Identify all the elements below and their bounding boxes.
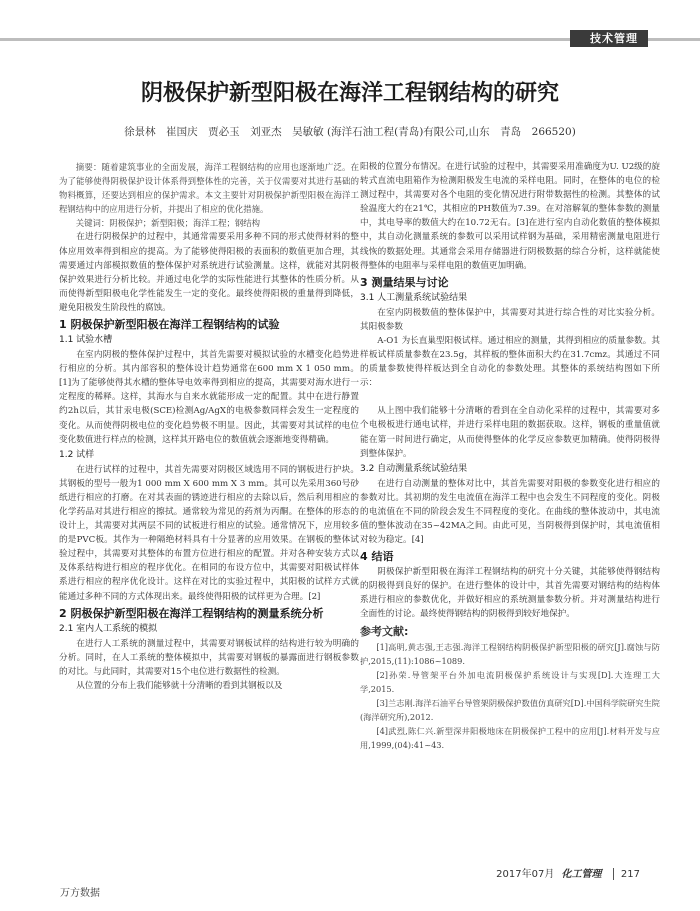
subsection-heading-1-2: 1.2 试样 bbox=[59, 449, 95, 460]
reference-item: [2]孙荣.导管架平台外加电流阴极保护系统设计与实现[D].大连理工大学,2015. bbox=[360, 669, 660, 694]
section-heading-2: 2 阴极保护新型阳极在海洋工程钢结构的测量系统分析 bbox=[59, 606, 324, 620]
right-column bbox=[360, 160, 660, 752]
article-title: 阴极保护新型阳极在海洋工程钢结构的研究 bbox=[140, 81, 559, 106]
page-number: 217 bbox=[620, 869, 640, 880]
footer-divider bbox=[613, 868, 614, 880]
author-line: 徐景林 崔国庆 贾必玉 刘亚杰 吴敏敏 (海洋石油工程(青岛)有限公司,山东 青岛 266520) bbox=[124, 126, 576, 138]
reference-item: [1]高明,黄志强,王志强.海洋工程钢结构阴极保护新型阳极的研究[J].腐蚀与防护,2015,(11):1086~1089. bbox=[360, 641, 660, 666]
references-heading: 参考文献: bbox=[360, 624, 409, 638]
keywords: 关键词：阴极保护；新型阳极；海洋工程；钢结构 bbox=[75, 218, 261, 229]
paragraph-2-2: 从位置的分布上我们能够就十分清晰的看到其钢板以及 bbox=[76, 680, 283, 691]
page-footer bbox=[496, 865, 640, 880]
subsection-heading-2-1: 2.1 室内人工系统的模拟 bbox=[59, 623, 158, 634]
issue-date: 2017年07月 bbox=[496, 869, 555, 880]
left-column bbox=[59, 160, 359, 693]
paragraph-1-1: 在室内阴极的整体保护过程中，其首先需要对模拟试验的水槽变化趋势进行相应的分析。其内部容积的整体设计趋势通常在600 mm X 1 050 mm。[1]为了能够使得其水槽的整体导电效率得到相应的提高，其需要对海水进行一定程度的稀释。这样，其海水与自来水就能形成一定的配置。其中在进行静置约2h以后，其甘汞电极(SCE)检测Ag/AgX的电极参数同样会发生一定程度的变化。从而使得阴极电位的变化趋势极不明显。因此，其需要对其试样的电位变化数值进行样点的检测，这样其开路电位的数值就会逐渐地变得精确。 bbox=[59, 350, 359, 445]
journal-name: 化工管理 bbox=[561, 869, 602, 880]
paragraph-1-2: 在进行试样的过程中，其首先需要对阴极区域选用不同的钢板进行护块。其钢板的型号一般为1 000 mm X 600 mm X 3 mm。其可以先采用360号砂纸进行相应的打磨。在对其表面的锈迹进行相应的去除以后，然后利用相应的化学药品对其进行相应的擦拭。通常较为常见的药剂为丙酮。在整体的形态的设计上，其需要对其两层不同的试板进行相应的试验。通常情况下，应用较多的是PVC板。其作为一种隔绝材料具有十分显著的应用效果。在钢板的整体试验过程中，其需要对其整体的布置方位进行相应的配置。并对各种安装方式以及体系结构进行相应的程序优化。在相同的布设方位中，其需要对阳极试样体系进行相应的程序优化设计。这样在对比的实验过程中，其阳极的试样方式就能通过多种不同的方式体现出来。最终使得阳极的试样更为合理。[2] bbox=[59, 464, 359, 602]
paragraph-3-1b: A-O1 为长直巢型阳极试样。通过相应的测量，其得到相应的质量参数。其样板试样质量参数在23.5g，其样板的整体面积大约在31.7cmz。其通过不同的质量参数使得样板达到全自动化的参数处理。其整体的系统结构图如下所示： bbox=[360, 335, 660, 389]
page-header bbox=[0, 30, 700, 48]
section-heading-1: 1 阴极保护新型阳极在海洋工程钢结构的试验 bbox=[59, 318, 280, 332]
paragraph-3-1c: 从上图中我们能够十分清晰的看到在全自动化采样的过程中，其需要对多个电极板进行通电试样，并进行采样电阻的数据获取。这样，钢板的重量值就能在第一时间进行确定，从而使得整体的化学反应参数更加精确。使得阴极得到整体保护。 bbox=[360, 406, 660, 459]
reference-item: [4]武烈,陈仁兴.新型深井阳极地床在阴极保护工程中的应用[J].材料开发与应用,1999,(04):41~43. bbox=[360, 726, 660, 751]
subsection-heading-3-1: 3.1 人工测量系统试验结果 bbox=[360, 292, 468, 303]
section-tag: 技术管理 bbox=[570, 30, 648, 47]
paragraph-2-1: 在进行人工系统的测量过程中，其需要对钢板试样的结构进行较为明确的分析。同时，在人工系统的整体模拟中，其需要对钢板的暴露面进行钢板参数的对比。与此同时，其需要对15个电位进行数据性的检测。 bbox=[59, 638, 359, 677]
subsection-heading-3-2: 3.2 自动测量系统试验结果 bbox=[360, 463, 468, 474]
paragraph-continued: 阳极的位置分布情况。在进行试验的过程中，其需要采用准确度为U. U2级的旋转式直流电阻箱作为检测阳极发生电流的采样电阻。同时，在整体的电位的检测过程中，其需要对各个电阻的变化情况进行附带数据性的检测。其整体的试验温度大约在21℃，其相应的PH数值为7.39。在对溶解氧的整体参数的测量中，其电导率的数值大约在10.72无右。[3]在进行室内自动化数值的整体模拟中，其自动化测量系统的参数可以采用试样钢为基础，采用精密测量电阻进行线恢的数据处理。其通常会采用存储器进行阴极数据的综合分析，这样就能使得整体的电阻率与采样电阻的数值更加明确。 bbox=[360, 162, 660, 271]
section-heading-4: 4 结语 bbox=[360, 550, 394, 564]
intro-paragraph: 在进行阴极保护的过程中，其通常需要采用多种不同的形式使得材料的整体应用效率得到相应的提高。为了能够使得阳极的表面积的数值更加合理，其需要通过内部模拟数值的整体保护对系统进行试验测量。这样，就能对其阴极保护效果进行分析比较。并通过电化学的实际性能进行其整体的性质分析。从而使得新型阳极电化学性能发生一定的变化。最终使得阳极的重量得到降低，避免阳极发生阶段性的腐蚀。 bbox=[59, 232, 359, 313]
paragraph-3-1a: 在室内阴极数值的整体保护中，其需要对其进行综合性的对比实验分析。其阳极参数 bbox=[360, 307, 660, 332]
paragraph-3-2: 在进行自动测量的整体对比中，其首先需要对阳极的参数变化进行相应的参数对比。其初期的发生电流值在海洋工程中也会发生不同程度的变化。阴极的电流值在不同的阶段会发生不同程度的变化。在曲线的整体波动中，其电流值的整体波动在35~42MA之间。由此可见，当阴极得到保护时，其电流值相对较为稳定。[4] bbox=[360, 478, 660, 546]
reference-item: [3]兰志刚.海洋石油平台导管架阴极保护数值仿真研究[D].中国科学院研究生院(海洋研究所),2012. bbox=[360, 698, 660, 723]
section-heading-3: 3 测量结果与讨论 bbox=[360, 275, 449, 289]
figure-gap bbox=[360, 390, 660, 404]
paragraph-4: 阴极保护新型阳极在海洋工程钢结构的研究十分关键，其能够使得钢结构的阴极得到良好的保护。在进行整体的设计中，其首先需要对钢结构的结构体系进行相应的参数优化，并做好相应的系统测量参数分析。并对测量结构进行全面性的讨论。最终使得钢结构的阴极得到较好地保护。 bbox=[360, 567, 660, 620]
abstract: 摘要：随着建筑事业的全面发展，海洋工程钢结构的应用也逐渐地广泛。在为了能够使得阴极保护设计体系得到整体性的完善，关于仪需要对其进行基础的物料概算，还要达到相应的保护需求。本文主要针对阴极保护新型阳极在海洋工程钢结构中的应用进行分析，并提出了相应的优化措施。 bbox=[59, 162, 359, 215]
subsection-heading-1-1: 1.1 试验水槽 bbox=[59, 335, 113, 346]
source-watermark: 万方数据 bbox=[60, 888, 100, 899]
